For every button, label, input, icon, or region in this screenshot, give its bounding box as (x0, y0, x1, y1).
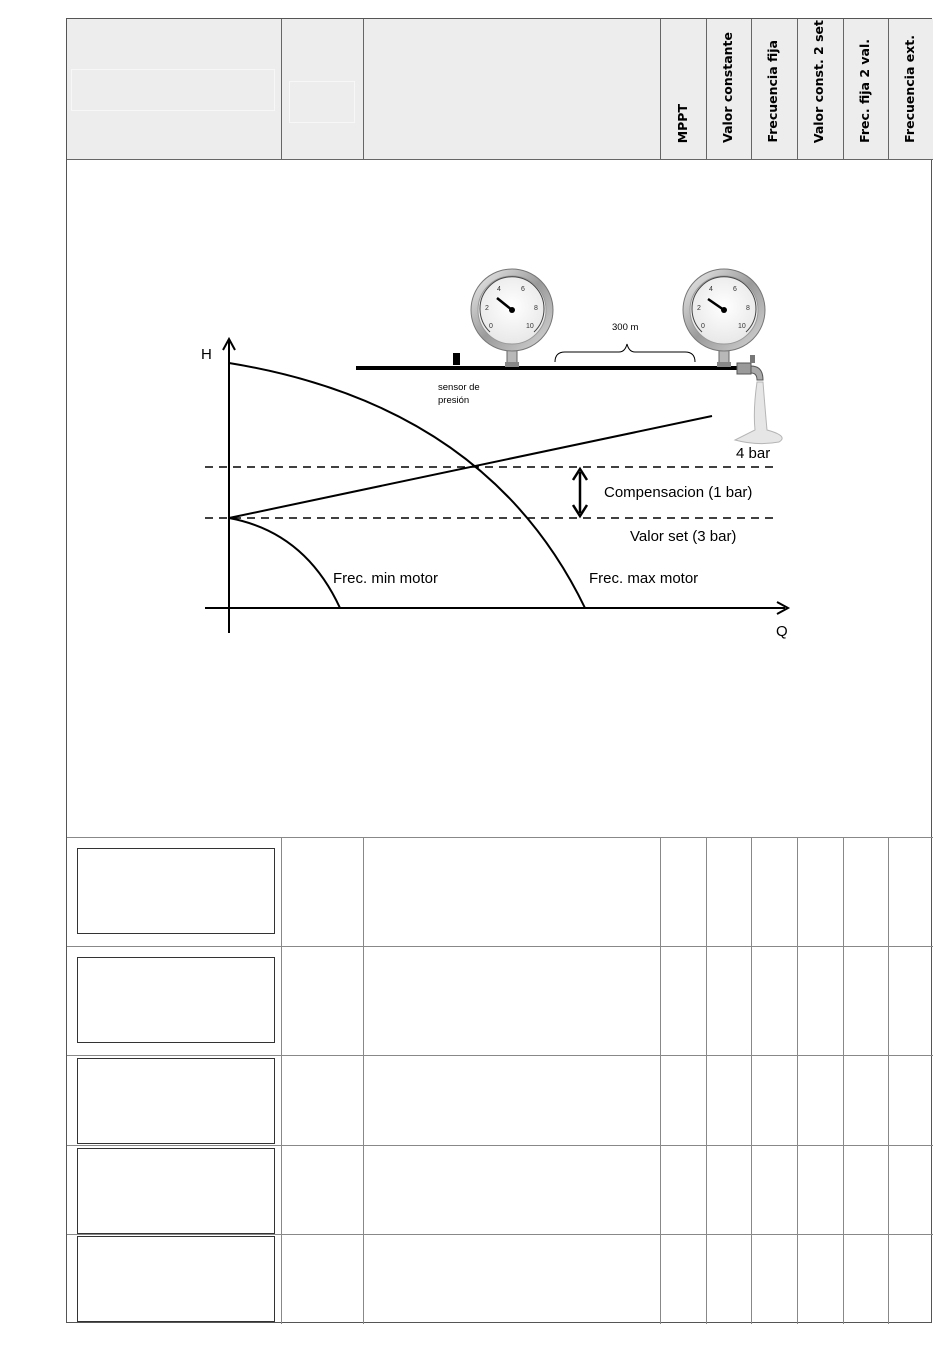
column-divider (281, 19, 282, 160)
pump-curve-diagram (67, 160, 933, 837)
y-axis-label: H (201, 346, 212, 363)
faucet-icon (737, 355, 763, 380)
image-placeholder-box (77, 957, 275, 1043)
table-body (67, 837, 933, 1324)
image-placeholder-box (77, 1148, 275, 1234)
datasheet-table (66, 18, 932, 1323)
svg-text:10: 10 (738, 323, 746, 330)
column-header-valor-constante: Valor constante (720, 32, 735, 143)
image-placeholder-box (77, 1236, 275, 1322)
svg-text:8: 8 (746, 305, 750, 312)
header-blank-cell (289, 81, 355, 123)
column-header-frec-fija-2-val: Frec. fija 2 val. (857, 39, 872, 143)
header-blank-cell (71, 69, 275, 111)
min-frequency-curve (229, 518, 340, 608)
column-header-frecuencia-fija: Frecuencia fija (765, 40, 780, 143)
table-row (67, 1145, 933, 1234)
distance-brace (555, 344, 695, 362)
svg-text:8: 8 (534, 305, 538, 312)
setpoint-label: Valor set (3 bar) (630, 528, 737, 545)
pressure-gauge-icon (471, 269, 553, 367)
column-divider (706, 19, 707, 160)
column-divider (363, 19, 364, 160)
sensor-label-line1: sensor de (438, 382, 480, 393)
sensor-label-line2: presión (438, 395, 470, 406)
svg-text:6: 6 (733, 286, 737, 293)
pressure-sensor-icon (453, 353, 460, 365)
column-header-valor-const-2-set: Valor const. 2 set (811, 19, 826, 143)
table-header (67, 19, 933, 160)
column-divider (797, 19, 798, 160)
column-divider (660, 19, 661, 160)
image-placeholder-box (77, 1058, 275, 1144)
level-4bar-label: 4 bar (736, 445, 771, 462)
distance-label: 300 m (612, 322, 639, 333)
svg-text:0: 0 (701, 323, 705, 330)
pressure-gauge-icon (683, 269, 765, 367)
column-header-frecuencia-ext: Frecuencia ext. (902, 35, 917, 143)
column-divider (843, 19, 844, 160)
image-placeholder-box (77, 848, 275, 934)
svg-text:4: 4 (497, 286, 501, 293)
max-frequency-label: Frec. max motor (589, 570, 699, 587)
svg-text:10: 10 (526, 323, 534, 330)
column-divider (751, 19, 752, 160)
water-stream-icon (735, 382, 782, 444)
compensation-label: Compensacion (1 bar) (604, 484, 753, 501)
x-axis-label: Q (776, 623, 788, 640)
svg-text:4: 4 (709, 286, 713, 293)
svg-text:6: 6 (521, 286, 525, 293)
table-row (67, 1234, 933, 1324)
table-row (67, 837, 933, 946)
table-row (67, 1055, 933, 1145)
svg-text:2: 2 (485, 305, 489, 312)
svg-text:2: 2 (697, 305, 701, 312)
pump-curve-svg (67, 160, 933, 837)
table-row (67, 946, 933, 1055)
column-divider (888, 19, 889, 160)
min-frequency-label: Frec. min motor (333, 570, 439, 587)
svg-text:0: 0 (489, 323, 493, 330)
column-header-mppt: MPPT (675, 103, 690, 143)
